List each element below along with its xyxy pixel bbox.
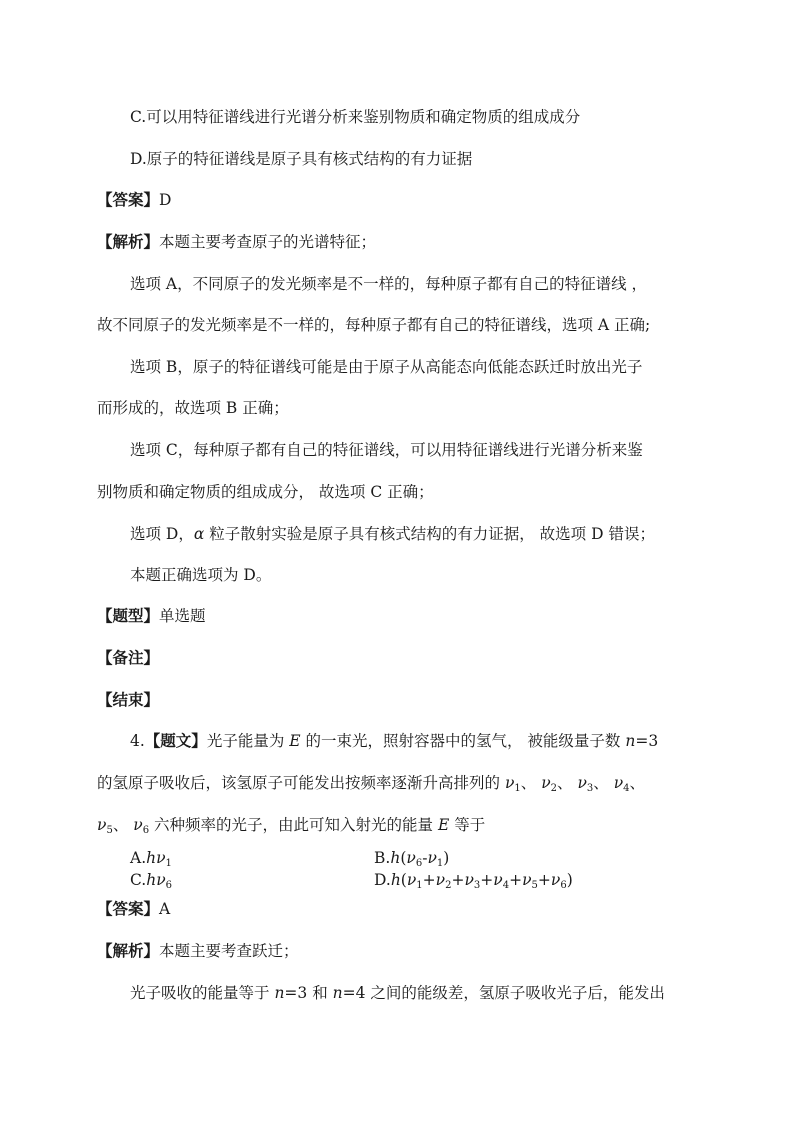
analysis-text: =3 和: [284, 984, 333, 1002]
q4-answer-row: [97, 899, 170, 919]
nu-symbol: ν: [613, 774, 624, 792]
note-row: [97, 648, 159, 668]
analysis-para-c-2: 别物质和确定物质的组成成分， 故选项 C 正确；: [97, 483, 434, 501]
analysis-para-c-1: 选项 C，每种原子都有自己的特征谱线，可以用特征谱线进行光谱分析来鉴: [130, 441, 643, 459]
nu-symbol: ν: [435, 871, 446, 889]
q4-title-label: 【题文】: [144, 731, 207, 750]
answer-value: A: [159, 900, 171, 918]
subscript: 1: [514, 783, 521, 794]
para-d-post: 粒子散射实验是原子具有核式结构的有力证据， 故选项 D 错误；: [204, 525, 655, 543]
analysis-para-a-2: 故不同原子的发光频率是不一样的，每种原子都有自己的特征谱线，选项 A 正确;: [97, 316, 651, 334]
q4-number: 4.: [130, 732, 145, 750]
separator: 、: [593, 774, 609, 792]
type-label: 【题型】: [97, 606, 160, 625]
nu-symbol: ν: [133, 816, 143, 834]
analysis-para-d: [130, 524, 655, 544]
subscript: 6: [415, 858, 423, 869]
nu-symbol: ν: [427, 849, 437, 867]
answer-label: 【答案】: [97, 899, 160, 918]
q4-analysis-para: [130, 983, 665, 1003]
option-c-label: C.: [130, 871, 147, 889]
q4-stem-text: =3: [635, 732, 659, 750]
nu-symbol: ν: [550, 871, 561, 889]
subscript: 1: [416, 880, 423, 891]
analysis-intro: 本题主要考查原子的光谱特征；: [159, 233, 377, 251]
q4-stem-text: 光子能量为: [206, 732, 290, 750]
subscript: 5: [106, 825, 113, 836]
end-row: [97, 690, 159, 710]
subscript: 1: [165, 858, 172, 869]
q4-stem-text: 的一束光，照射容器中的氢气， 被能级量子数: [300, 732, 626, 750]
subscript: 6: [560, 880, 567, 891]
nu-symbol: ν: [464, 871, 474, 889]
analysis-label: 【解析】: [97, 941, 160, 960]
q4-option-c: [130, 870, 172, 896]
q4-analysis-row: [97, 941, 299, 961]
subscript: 4: [623, 783, 630, 794]
separator: 、: [557, 774, 573, 792]
subscript: 3: [586, 783, 594, 794]
nu-symbol: ν: [577, 774, 587, 792]
nu-symbol: ν: [541, 774, 551, 792]
subscript: 2: [550, 783, 558, 794]
nu-symbol: ν: [522, 871, 532, 889]
q4-stem-text: 六种频率的光子，由此可知入射光的能量: [149, 816, 438, 834]
separator: 、: [629, 774, 646, 792]
type-row: [97, 606, 206, 626]
option-a-label: A.: [130, 849, 147, 867]
nu-symbol: ν: [504, 774, 515, 792]
option-b-label: B.: [374, 849, 391, 867]
type-value: 单选题: [159, 607, 206, 625]
planck-symbol: h: [146, 871, 157, 889]
analysis-para-a-1: 选项 A，不同原子的发光频率是不一样的，每种原子都有自己的特征谱线 ，: [130, 275, 648, 293]
analysis-para-b-2: 而形成的，故选项 B 正确；: [97, 399, 289, 417]
analysis-row: [97, 232, 376, 252]
subscript: 5: [531, 880, 538, 891]
energy-symbol: E: [289, 732, 301, 750]
planck-symbol: h: [390, 849, 401, 867]
analysis-text: =4 之间的能级差，氢原子吸收光子后，能发出: [342, 984, 665, 1002]
analysis-para-b-1: 选项 B，原子的特征谱线可能是由于原子从高能态向低能态跃迁时放出光子: [130, 358, 643, 376]
q4-stem-line-2: [97, 773, 645, 799]
separator: 、: [520, 774, 537, 792]
planck-symbol: h: [146, 849, 157, 867]
subscript: 6: [165, 880, 173, 891]
nu-symbol: ν: [97, 816, 107, 834]
option-c-text: C.可以用特征谱线进行光谱分析来鉴别物质和确定物质的组成成分: [130, 108, 581, 126]
q4-stem-text: 等于: [449, 816, 486, 834]
q4-option-d: $D.h(\nu_1+\nu_2+\nu_3+\nu_4+\nu_5+\nu_6)$: [374, 871, 573, 891]
separator: 、: [112, 816, 129, 834]
q4-stem-line-3: [97, 815, 485, 841]
q4-stem-line-1: [130, 731, 658, 751]
subscript: 1: [436, 858, 444, 869]
end-label: 【结束】: [97, 690, 160, 709]
para-d-pre: 选项 D，: [130, 525, 194, 543]
n-symbol: n: [332, 984, 343, 1002]
nu-symbol: ν: [406, 849, 416, 867]
alpha-symbol: α: [193, 525, 205, 543]
n-symbol: n: [625, 732, 636, 750]
planck-symbol: h: [390, 871, 401, 889]
nu-symbol: ν: [406, 871, 417, 889]
subscript: 6: [142, 825, 150, 836]
q4-option-b: $B.h(\nu_6-\nu_1)$: [374, 849, 450, 869]
answer-value: D: [159, 191, 172, 209]
q4-stem-text: 的氢原子吸收后，该氢原子可能发出按频率逐渐升高排列的: [97, 774, 505, 792]
nu-symbol: ν: [156, 849, 166, 867]
subscript: 2: [445, 880, 452, 891]
option-d-label: D.: [374, 871, 391, 889]
answer-row: [97, 190, 171, 210]
n-symbol: n: [274, 984, 285, 1002]
option-d-text: D.原子的特征谱线是原子具有核式结构的有力证据: [130, 150, 473, 168]
nu-symbol: ν: [493, 871, 503, 889]
nu-symbol: ν: [156, 871, 166, 889]
analysis-label: 【解析】: [97, 232, 160, 251]
analysis-text: 光子吸收的能量等于: [130, 984, 275, 1002]
subscript: 4: [502, 880, 510, 891]
subscript: 3: [473, 880, 481, 891]
answer-label: 【答案】: [97, 190, 160, 209]
analysis-conclusion: 本题正确选项为 D。: [130, 566, 272, 584]
note-label: 【备注】: [97, 648, 160, 667]
energy-symbol: E: [437, 816, 450, 834]
analysis-intro: 本题主要考查跃迁；: [159, 942, 299, 960]
